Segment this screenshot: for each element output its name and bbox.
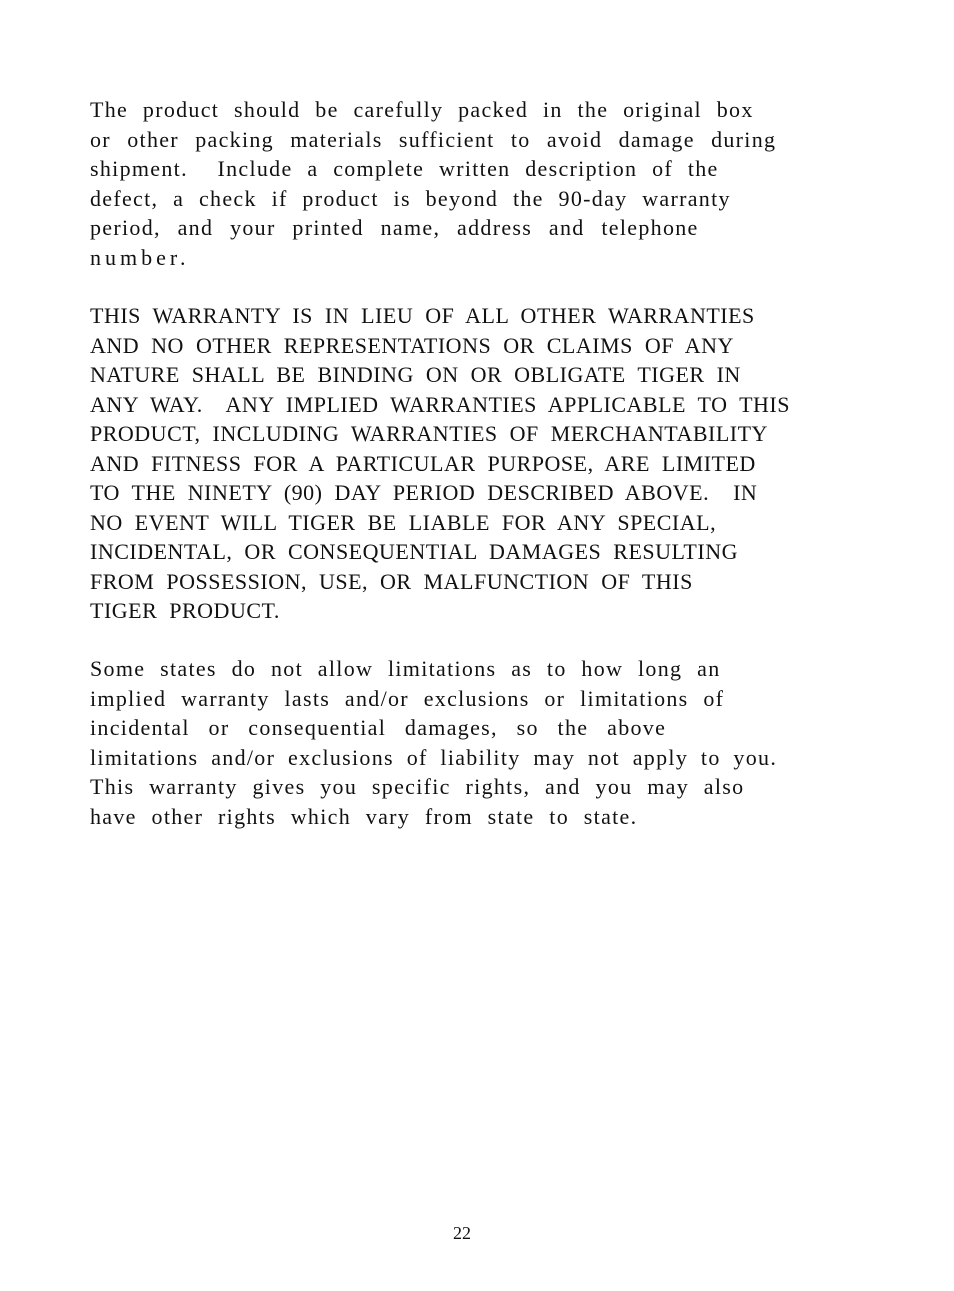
state-rights-paragraph bbox=[90, 654, 890, 831]
text-line: FROM POSSESSION, USE, OR MALFUNCTION OF THIS bbox=[90, 568, 693, 594]
text-line: NO EVENT WILL TIGER BE LIABLE FOR ANY SPECIAL, bbox=[90, 509, 717, 535]
text-line: AND NO OTHER REPRESENTATIONS OR CLAIMS OF ANY bbox=[90, 332, 734, 358]
text-line: limitations and/or exclusions of liability may not apply to you. bbox=[90, 744, 778, 770]
text-line: number. bbox=[90, 244, 190, 270]
text-line: defect, a check if product is beyond the 90-day warranty bbox=[90, 185, 731, 211]
text-line: Some states do not allow limitations as to how long an bbox=[90, 656, 721, 681]
text-line: ANY WAY. ANY IMPLIED WARRANTIES APPLICABLE TO THIS bbox=[90, 391, 790, 417]
text-line: This warranty gives you specific rights, and you may also bbox=[90, 774, 745, 799]
text-line: NATURE SHALL BE BINDING ON OR OBLIGATE TIGER IN bbox=[90, 362, 741, 387]
text-line: shipment. Include a complete written description of the bbox=[90, 156, 719, 181]
packing-instructions-paragraph bbox=[90, 95, 890, 272]
text-line: or other packing materials sufficient to avoid damage during bbox=[90, 126, 777, 152]
text-line: The product should be carefully packed in the original box bbox=[90, 97, 754, 122]
text-line: implied warranty lasts and/or exclusions or limitations of bbox=[90, 685, 725, 711]
text-line: TIGER PRODUCT. bbox=[90, 598, 280, 623]
page-number: 22 bbox=[453, 1223, 471, 1243]
text-line: incidental or consequential damages, so the above bbox=[90, 715, 667, 740]
text-line: AND FITNESS FOR A PARTICULAR PURPOSE, ARE LIMITED bbox=[90, 450, 756, 476]
text-line: TO THE NINETY (90) DAY PERIOD DESCRIBED ABOVE. IN bbox=[90, 480, 758, 505]
text-line: INCIDENTAL, OR CONSEQUENTIAL DAMAGES RESULTING bbox=[90, 539, 738, 564]
text-line: have other rights which vary from state to state. bbox=[90, 803, 638, 829]
warranty-disclaimer-paragraph bbox=[90, 301, 890, 626]
text-line: THIS WARRANTY IS IN LIEU OF ALL OTHER WARRANTIES bbox=[90, 303, 755, 328]
text-line: PRODUCT, INCLUDING WARRANTIES OF MERCHANTABILITY bbox=[90, 421, 768, 446]
text-line: period, and your printed name, address and telephone bbox=[90, 215, 699, 240]
